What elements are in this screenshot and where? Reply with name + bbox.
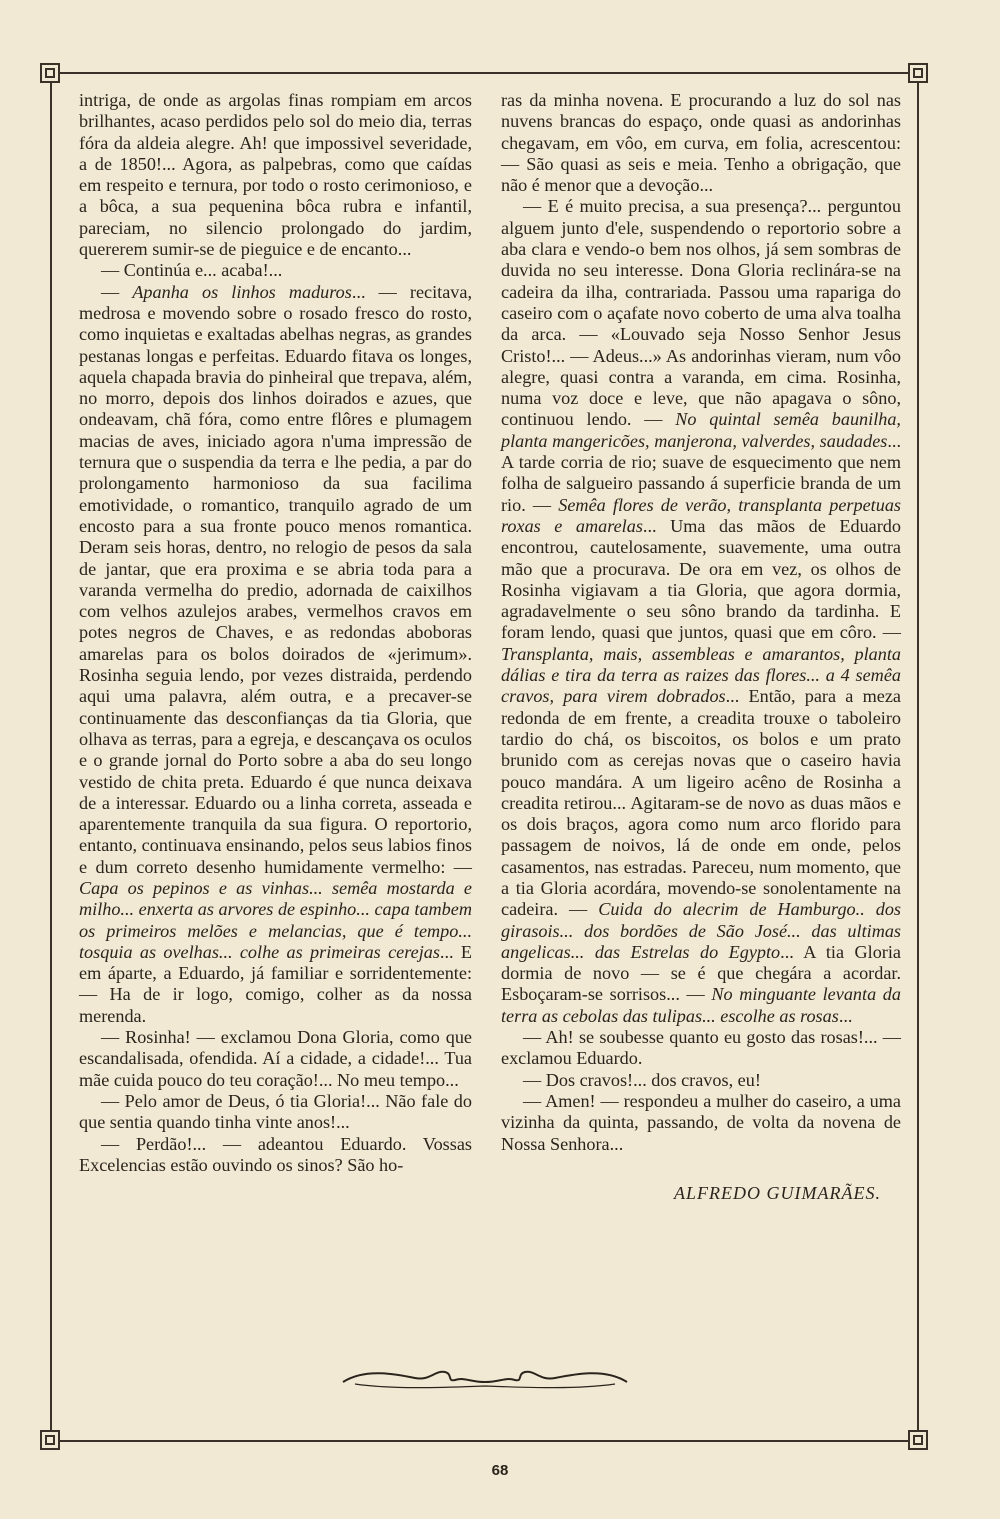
paragraph [501, 1091, 901, 1155]
text-run: ... Então, para a meza redonda de em frente, a creadita trouxe o taboleiro tardio do chá, os biscoitos, os bolos e um prato brunido com as cerejas novas que o caseiro havia pouco mandára. A um ligeiro acêno de Rosinha a creadita retirou... Agitaram-se de novo as duas mãos e os dois braços, agora como num arco florido para passagem de noivos, lá de onde em onde, pelos casamentos, nas estradas. Pareceu, num momento, que a tia Gloria acordára, movendo-se sonolentamente na cadeira. — [501, 686, 901, 920]
frame-corner-bottom-left [40, 1430, 60, 1450]
text-run: — Dos cravos!... dos cravos, eu! [523, 1069, 761, 1090]
italic-quote: Capa os pepinos e as vinhas... semêa mostarda e milho... enxerta as arvores de espinho... capa tambem os primeiros melões e melancias, que é tempo... tosquia as ovelhas... colhe as primeiras cerejas [79, 877, 472, 962]
frame-bottom-line [42, 1440, 926, 1442]
text-run: — Ah! se soubesse quanto eu gosto das rosas!... — exclamou Eduardo. [501, 1027, 901, 1069]
text-run: ... A tia Gloria dormia de novo — se é que chegára a acordar. Esboçaram-se sorrisos... — [501, 941, 901, 1005]
paragraph [501, 90, 901, 196]
ornament-divider [335, 1360, 635, 1396]
paragraph [501, 1027, 901, 1070]
paragraph [79, 1134, 472, 1177]
text-run: ... Uma das mãos de Eduardo encontrou, cautelosamente, suavemente, uma outra mão que a procurava. De ora em vez, os olhos de Rosinha vigiavam a tia Gloria, que agora dormia, agradavelmente o seu sôno brando da tardinha. E foram lendo, quasi que juntos, quasi que em côro. — [501, 515, 901, 643]
italic-quote: No quintal semêa baunilha, planta mangericões, manjerona, valverdes, saudades [501, 409, 901, 451]
text-run: ... A tarde corria de rio; suave de esquecimento que nem folha de salgueiro passando á superficie branda de um rio. — [501, 430, 901, 515]
paragraph [79, 260, 472, 281]
left-text-column [79, 90, 472, 1176]
text-run: — [101, 281, 133, 302]
text-run: ras da minha novena. E procurando a luz do sol nas nuvens brancas do espaço, onde quasi as andorinhas chegavam, em vôo, em curva, em folia, acrescentou: — São quasi as seis e meia. Tenho a obrigação, que não é menor que a devoção... [501, 90, 901, 196]
text-run: — Continúa e... acaba!... [101, 260, 283, 281]
text-run: — Amen! — respondeu a mulher do caseiro, a uma vizinha da quinta, passando, de volta da novena de Nossa Senhora... [501, 1090, 901, 1154]
frame-corner-bottom-right [908, 1430, 928, 1450]
paragraph [79, 282, 472, 1027]
text-run: ... E em áparte, a Eduardo, já familiar e sorridentemente: — Ha de ir logo, comigo, colher as da nossa merenda. [79, 941, 472, 1026]
author-signature: ALFREDO GUIMARÃES. [674, 1183, 881, 1203]
text-run: — E é muito precisa, a sua presença?... perguntou alguem junto d'ele, suspendendo o reportorio sobre a aba clara e vendo-o bem nos olhos, já sem sombras de duvida no seu interesse. Dona Gloria reclinára-se na cadeira da ilha, contrariada. Passou uma rapariga do caseiro com o açafate novo coberto de uma alva toalha da arca. — «Louvado seja Nosso Senhor Jesus Cristo!... — Adeus...» As andorinhas vieram, num vôo alegre, quasi contra a varanda, em cima. Rosinha, numa voz doce e leve, que não apagava o sôno, continuou lendo. — [501, 196, 901, 430]
right-text-column [501, 90, 901, 1155]
text-run: — Perdão!... — adeantou Eduardo. Vossas Excelencias estão ouvindo os sinos? São ho- [79, 1133, 472, 1175]
frame-corner-top-right [908, 63, 928, 83]
italic-quote: Transplanta, mais, assembleas e amarantos, planta dálias e tira da terra as raizes das flores... a 4 semêa cravos, para virem dobrados [501, 643, 901, 707]
paragraph [79, 1091, 472, 1134]
text-run: ... — recitava, medrosa e movendo sobre o rosado fresco do rosto, como inquietas e exaltadas abelhas negras, as grandes pestanas longas e perfeitas. Eduardo fitava os longes, aquela chapada bravia do pinheiral que trepava, além, no morro, depois dos linhos doirados e azues, que ondeavam, chã fóra, como entre flôres e plumagem macias de aves, iniciado agora n'uma impressão de ternura que o suspendia da terra e lhe pedia, a par do prolongamento harmonioso da sua facilima emotividade, o romantico, tranquilo agrado de um encosto para a sua fronte pouco menos romantica. Deram seis horas, dentro, no relogio de pesos da sala de jantar, que era proxima e se abria toda para a varanda vermelha do predio, adornada de caixilhos com velhos azulejos arabes, vermelhos cravos em potes negros de Chaves, e as redondas aboboras amarelas para os bolos doirados de «jerimum». Rosinha seguia lendo, por vezes distraida, perdendo aqui uma palavra, além outra, e a precaver-se continuamente das desconfianças da tia Gloria, que olhava as terras, para a egreja, e descançava os oculos e o grande jornal do Porto sobre a aba do seu longo vestido de chita preta. Eduardo é que nunca deixava de a interessar. Eduardo ou a linha correta, asseada e aparentemente tranquila da sua figura. O reportorio, entanto, continuava ensinando, pelos seus labios finos e dum correto desenho humidamente vermelho: — [79, 281, 473, 877]
frame-corner-top-left [40, 63, 60, 83]
signature-block [501, 1155, 901, 1204]
frame-top-line [42, 72, 926, 74]
italic-quote: Cuida do alecrim de Hamburgo.. dos girasois... dos bordões de São José... das ultimas angelicas... das Estrelas do Egypto [501, 899, 901, 962]
paragraph [501, 1070, 901, 1091]
paragraph [79, 90, 472, 260]
frame-right-line [917, 80, 919, 1435]
text-run: ... [838, 1005, 853, 1026]
italic-quote: Apanha os linhos maduros [132, 281, 352, 302]
frame-left-line [50, 80, 52, 1435]
paragraph [501, 196, 901, 1027]
text-run: — Pelo amor de Deus, ó tia Gloria!... Não fale do que sentia quando tinha vinte anos!... [79, 1090, 472, 1133]
text-run: — Rosinha! — exclamou Dona Gloria, como que escandalisada, ofendida. Aí a cidade, a cidade!... Tua mãe cuida pouco do teu coração!... No meu tempo... [79, 1027, 472, 1090]
page-number: 68 [491, 1462, 509, 1479]
italic-quote: No minguante levanta da terra as cebolas das tulipas... escolhe as rosas [501, 984, 901, 1026]
italic-quote: Semêa flores de verão, transplanta perpetuas roxas e amarelas [501, 494, 901, 536]
paragraph [79, 1027, 472, 1091]
text-run: intriga, de onde as argolas finas rompiam em arcos brilhantes, acaso perdidos pelo sol do meio dia, terras fóra da aldeia alegre. Ah! que impossivel severidade, a de 1850!... Agora, as palpebras, como que caídas em respeito e ternura, por todo o rosto cerimonioso, e a bôca, a sua pequenina bôca rubra e infantil, pareciam, no silencio prolongado do jardim, quererem sumir-se de pieguice e de encanto... [79, 90, 472, 260]
